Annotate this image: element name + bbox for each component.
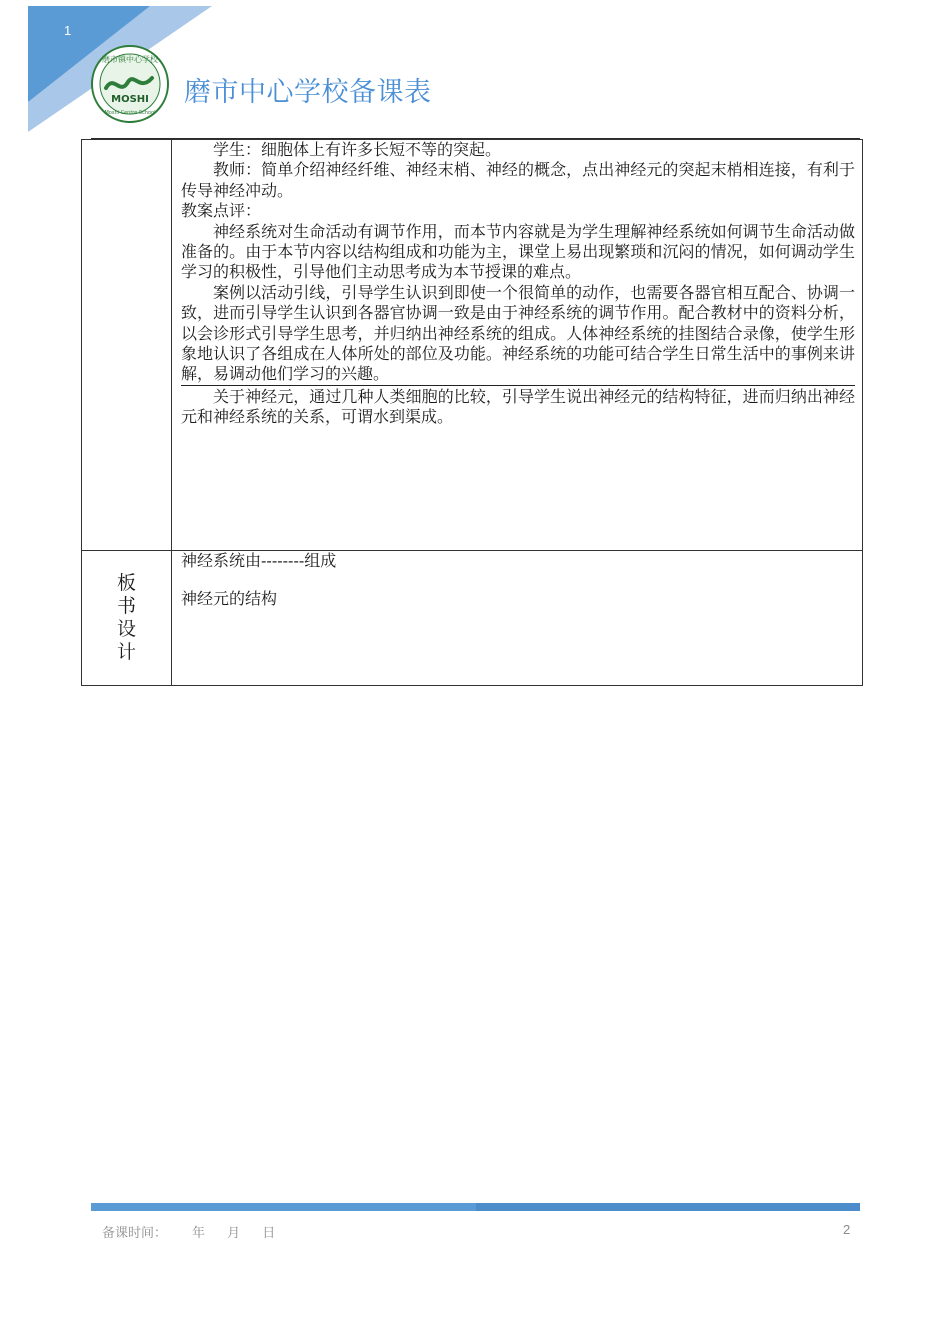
footer-date-placeholder: 年 月 日 (192, 1226, 276, 1241)
board-design-label (82, 551, 172, 686)
board-label-char: 计 (116, 641, 136, 663)
footer-bar (91, 1203, 860, 1211)
teacher-explanation: 教师：简单介绍神经纤维、神经末梢、神经的概念，点出神经元的突起末梢相连接，有利于传导神经冲动。 (181, 160, 855, 200)
lesson-plan-table (81, 139, 863, 686)
footer-prep-time-label: 备课时间： (102, 1226, 168, 1241)
logo-text-top: 磨市镇中心学校 (102, 55, 158, 64)
header-page-number: 1 (64, 23, 72, 38)
review-paragraph: 案例以活动引线，引导学生认识到即使一个很简单的动作，也需要各器官相互配合、协调一致，进而引导学生认识到各器官协调一致是由于神经系统的调节作用。配合教材中的资料分析，以会诊形式引导学生思考，并归纳出神经系统的组成。人体神经系统的挂图结合录像，使学生形象地认识了各组成在人体所处的部位及功能。神经系统的功能可结合学生日常生活中的事例来讲解，易调动他们学习的兴趣。 (181, 282, 855, 384)
student-answer: 学生：细胞体上有许多长短不等的突起。 (213, 140, 502, 159)
board-label-char: 设 (116, 618, 136, 640)
logo-text-bottom: Moshi Centre School (104, 110, 156, 116)
process-row (82, 140, 863, 551)
board-label-char: 板 (116, 572, 136, 594)
board-line: 神经元的结构 (181, 589, 278, 608)
board-design-row (82, 551, 863, 686)
school-logo-icon (90, 44, 170, 124)
review-paragraph: 神经系统对生命活动有调节作用，而本节内容就是为学生理解神经系统如何调节生命活动做准备的。由于本节内容以结构组成和功能为主，课堂上易出现繁琐和沉闷的情况，如何调动学生学习的积极性，引导他们主动思考成为本节授课的难点。 (181, 221, 855, 282)
process-label-cell (82, 140, 172, 551)
school-title: 磨市中心学校备课表 (184, 77, 432, 108)
board-label-char: 书 (116, 595, 136, 617)
footer-page-number: 2 (843, 1222, 851, 1237)
review-paragraph: 关于神经元，通过几种人类细胞的比较，引导学生说出神经元的结构特征，进而归纳出神经元和神经系统的关系，可谓水到渠成。 (181, 386, 855, 427)
review-heading: 教案点评： (181, 201, 262, 221)
logo-text-main: MOSHI (111, 94, 149, 105)
board-design-content (172, 551, 863, 686)
board-line: 神经系统由--------组成 (181, 551, 337, 570)
process-content-cell (172, 140, 863, 551)
